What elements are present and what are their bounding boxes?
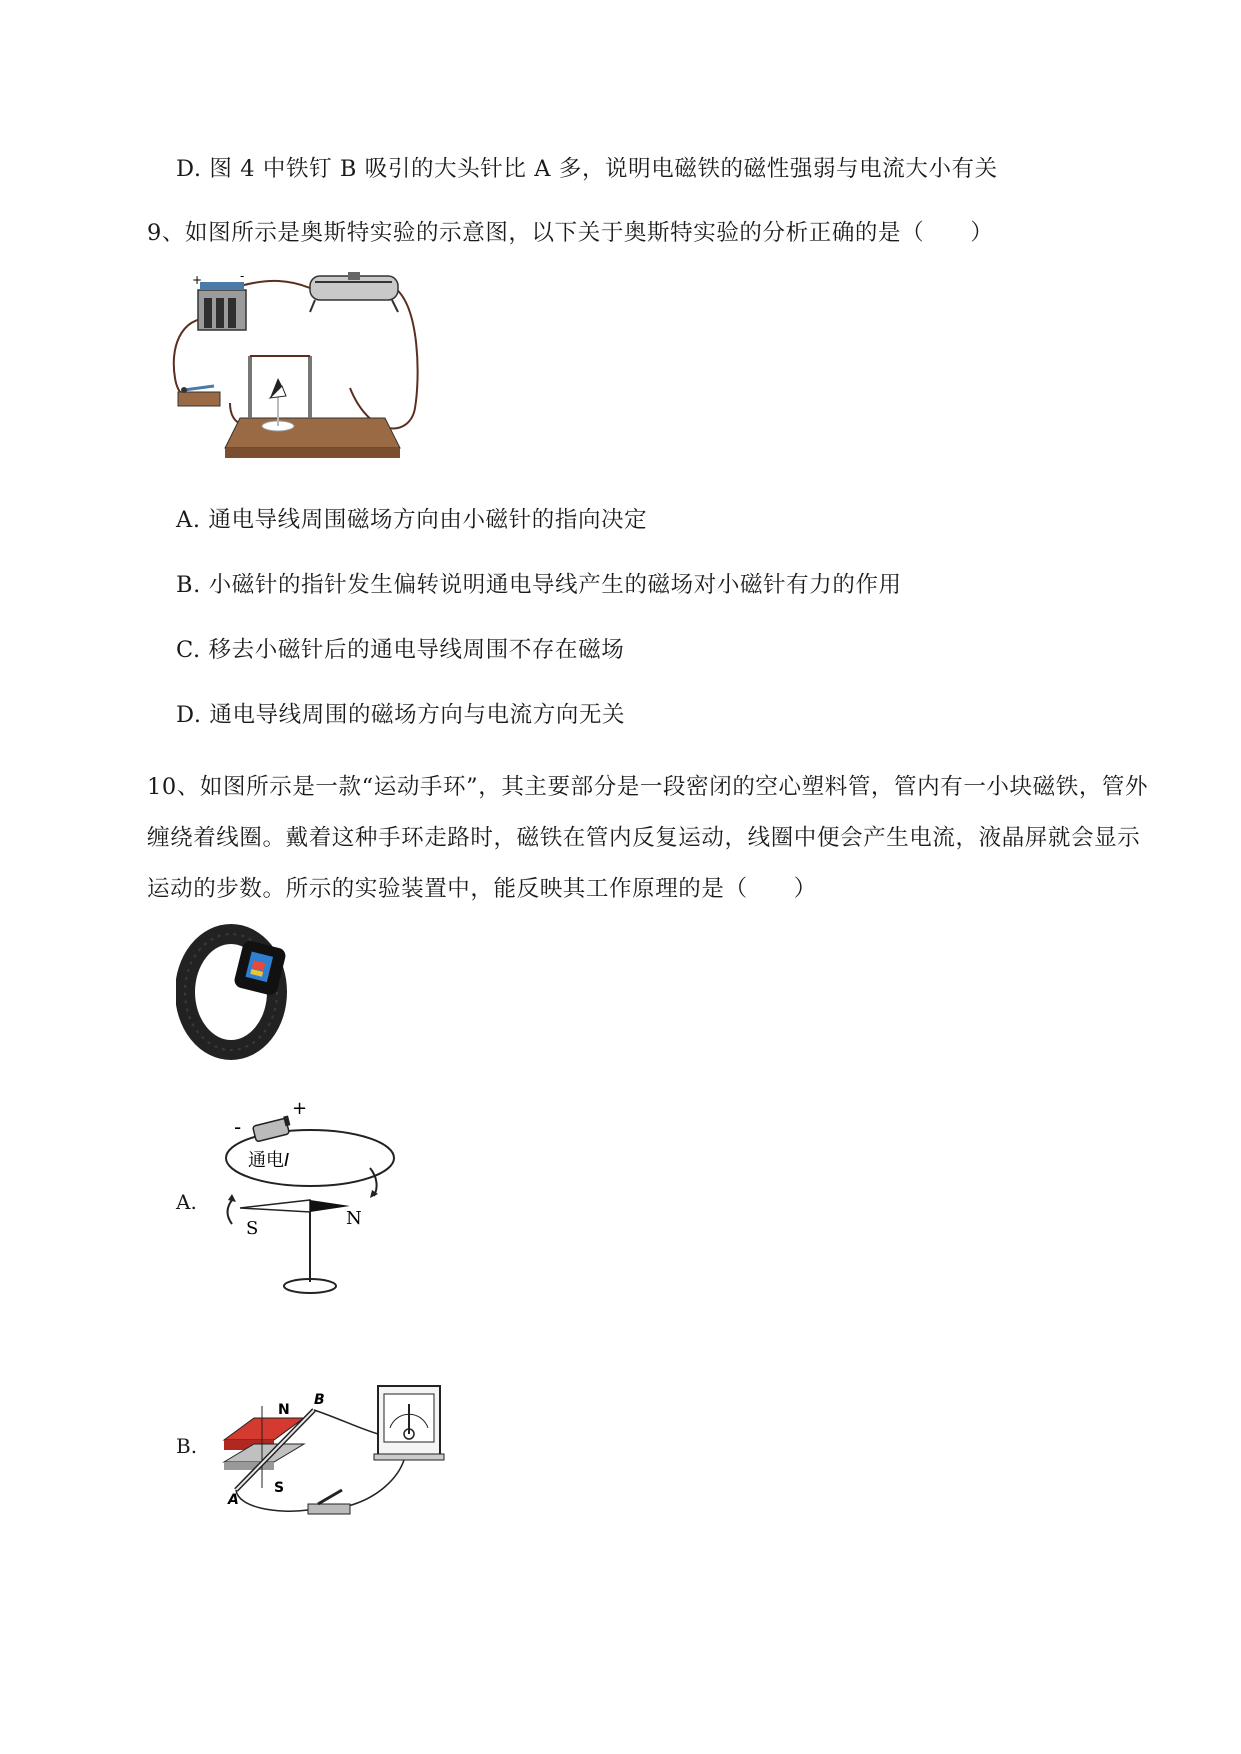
compass-needle-icon xyxy=(240,1200,350,1293)
q10-stem: 10、如图所示是一款“运动手环”，其主要部分是一段密闭的空心塑料管，管内有一小块磁铁，管外缠绕着线圈。戴着这种手环走路时，磁铁在管内反复运动，线圈中便会产生电流，液晶屏就会显示运动的步数。所示的实验装置中，能反映其工作原理的是（ ） xyxy=(147,774,1149,902)
q9-option-b: B. 小磁针的指针发生偏转说明通电导线产生的磁场对小磁针有力的作用 xyxy=(176,572,902,598)
q9-option-a: A. 通电导线周围磁场方向由小磁针的指向决定 xyxy=(176,507,648,533)
q9-option-c: C. 移去小磁针后的通电导线周围不存在磁场 xyxy=(176,637,625,663)
prev-option-d: D. 图 4 中铁钉 B 吸引的大头针比 A 多，说明电磁铁的磁性强弱与电流大小有关 xyxy=(176,156,998,182)
battery-plus-label: + xyxy=(292,1100,308,1119)
compass-stand-icon xyxy=(225,356,400,458)
switch-icon xyxy=(178,386,220,406)
pole-s-label: S xyxy=(246,1218,259,1239)
pole-s-label: S xyxy=(274,1480,285,1496)
battery-icon xyxy=(192,269,246,330)
point-a-label: A xyxy=(228,1492,239,1508)
battery-plus-label: + xyxy=(192,273,203,287)
switch-icon xyxy=(308,1490,350,1514)
q10-option-b-figure xyxy=(218,1378,448,1528)
fitness-band-image xyxy=(176,922,296,1062)
oersted-experiment-figure xyxy=(170,268,430,478)
battery-minus-label: - xyxy=(234,1115,242,1139)
battery-minus-label: - xyxy=(240,269,245,283)
q10-option-a-label: A. xyxy=(176,1190,197,1214)
q9-option-d: D. 通电导线周围的磁场方向与电流方向无关 xyxy=(176,702,626,728)
q10-option-b-label: B. xyxy=(176,1434,198,1458)
q9-stem: 9、如图所示是奥斯特实验的示意图，以下关于奥斯特实验的分析正确的是（ ） xyxy=(147,220,994,246)
coil-current-label: 通电I xyxy=(248,1150,290,1171)
pole-n-label: N xyxy=(346,1208,362,1229)
galvanometer-icon xyxy=(374,1386,444,1460)
battery-icon xyxy=(253,1115,291,1141)
q10-option-a-figure xyxy=(210,1100,410,1310)
rheostat-icon xyxy=(310,272,398,312)
pole-n-label: N xyxy=(278,1402,290,1418)
point-b-label: B xyxy=(314,1392,325,1408)
